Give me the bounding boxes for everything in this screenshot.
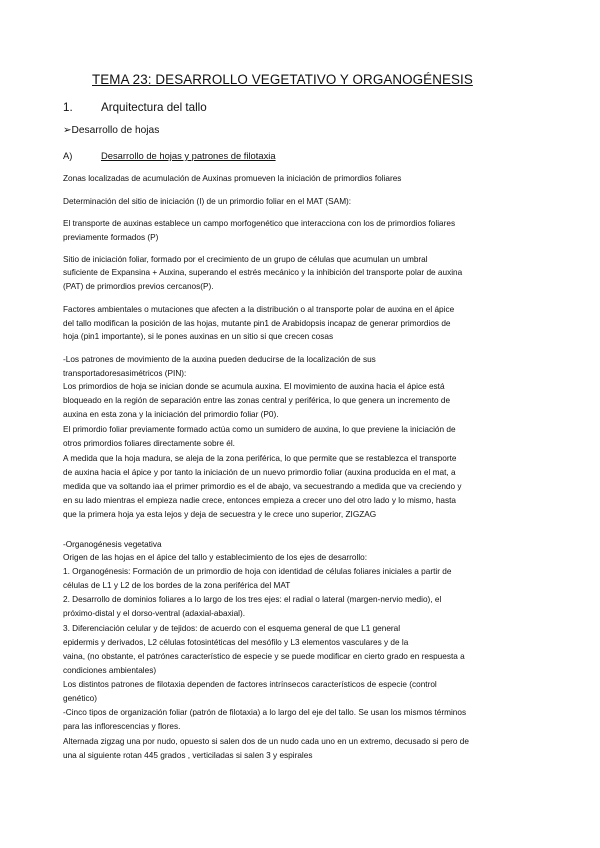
body-line: 3. Diferenciación celular y de tejidos: de acuerdo con el esquema general de que L1 general: [63, 624, 401, 633]
body-line: de auxina hacia el ápice y por tanto la iniciación de un nuevo primordio foliar (auxina producida en el mat, a: [63, 468, 456, 477]
body-line: El primordio foliar previamente formado actúa como un sumidero de auxina, lo que previene la iniciación de: [63, 425, 456, 434]
body-line: otros primordios foliares directamente sobre él.: [63, 439, 235, 448]
body-line: para las inflorescencias y flores.: [63, 722, 181, 731]
body-line: epidermis y derivados, L2 células fotosintéticas del mesófilo y L3 elementos vasculares y de la: [63, 638, 409, 647]
subsubsection-number: A): [63, 150, 73, 161]
body-line: Origen de las hojas en el ápice del tallo y establecimiento de los ejes de desarrollo:: [63, 553, 368, 562]
body-line: vaina, (no obstante, el patrónes característico de especie y se puede modificar en cierto grado en respuesta a: [63, 652, 465, 661]
section-heading: Arquitectura del tallo: [101, 101, 207, 114]
body-line: -Los patrones de movimiento de la auxina pueden deducirse de la localización de sus: [63, 355, 376, 364]
body-line: células de L1 y L2 de los bordes de la zona periférica del MAT: [63, 581, 291, 590]
body-line: -Cinco tipos de organización foliar (patrón de filotaxia) a lo largo del eje del tallo. Se usan los mismos términos: [63, 708, 467, 717]
body-line: previamente formados (P): [63, 233, 159, 242]
body-line: condiciones ambientales): [63, 666, 157, 675]
body-line: El transporte de auxinas establece un campo morfogenético que interacciona con los de primordios foliares: [63, 219, 456, 228]
body-line: hoja (pin1 importante), si le pones auxinas en un sitio si que crecen cosas: [63, 332, 334, 341]
body-line: Factores ambientales o mutaciones que afecten a la distribución o al transporte polar de auxina en el ápice: [63, 305, 455, 314]
body-line: 2. Desarrollo de dominios foliares a lo largo de los tres ejes: el radial o lateral (margen-nervio medio), el: [63, 595, 442, 604]
body-line: próximo-distal y el dorso-ventral (adaxial-abaxial).: [63, 609, 246, 618]
body-line: bloqueado en la región de separación entre las zonas central y periférica, lo que genera un incremento de: [63, 396, 451, 405]
body-line: 1. Organogénesis: Formación de un primordio de hoja con identidad de células foliares iniciales a partir de: [63, 567, 452, 576]
body-line: transportadoresasimétricos (PIN):: [63, 369, 187, 378]
body-line: genético): [63, 694, 97, 703]
body-line: Zonas localizadas de acumulación de Auxinas promueven la iniciación de primordios foliares: [63, 174, 402, 183]
body-line: medida que va soltando iaa el primer primordio es el de abajo, va secuestrando a medida que va creciendo y: [63, 482, 462, 491]
body-line: Determinación del sitio de iniciación (I) de un primordio foliar en el MAT (SAM):: [63, 197, 352, 206]
body-line: en su lado mientras el empieza nadie crece, entonces empieza a crecer uno del otro lado y lo mismo, hasta: [63, 496, 457, 505]
body-line: -Organogénesis vegetativa: [63, 540, 162, 549]
body-line: Sitio de iniciación foliar, formado por el crecimiento de un grupo de células que acumulan un umbral: [63, 255, 428, 264]
section-number: 1.: [63, 101, 73, 114]
subsection-heading: ➢Desarrollo de hojas: [63, 125, 160, 136]
body-line: que la primera hoja ya esta lejos y deja de secuestra y le crece uno superior, ZIGZAG: [63, 510, 377, 519]
body-line: del tallo modifican la posición de las hojas, mutante pin1 de Arabidopsis incapaz de generar primordios de: [63, 319, 451, 328]
body-line: A medida que la hoja madura, se aleja de la zona periférica, lo que permite que se restablezca el transporte: [63, 454, 457, 463]
body-line: auxina en esta zona y la iniciación del primordio foliar (P0).: [63, 410, 279, 419]
body-line: (PAT) de primordios previos cercanos(P).: [63, 282, 214, 291]
body-line: Los primordios de hoja se inician donde se acumula auxina. El movimiento de auxina hacia el ápice está: [63, 382, 445, 391]
subsubsection-heading: Desarrollo de hojas y patrones de filotaxia: [101, 150, 276, 161]
document-title: TEMA 23: DESARROLLO VEGETATIVO Y ORGANOGÉNESIS: [92, 72, 473, 87]
body-line: Alternada zigzag una por nudo, opuesto si salen dos de un nudo cada uno en un extremo, decusado si pero de: [63, 737, 469, 746]
body-line: una al siguiente rotan 445 grados , verticiladas si salen 3 y espirales: [63, 751, 313, 760]
body-line: Los distintos patrones de filotaxia dependen de factores intrínsecos característicos de especie (control: [63, 680, 437, 689]
body-line: suficiente de Expansina + Auxina, superando el estrés mecánico y la inhibición del transporte polar de auxina: [63, 268, 463, 277]
